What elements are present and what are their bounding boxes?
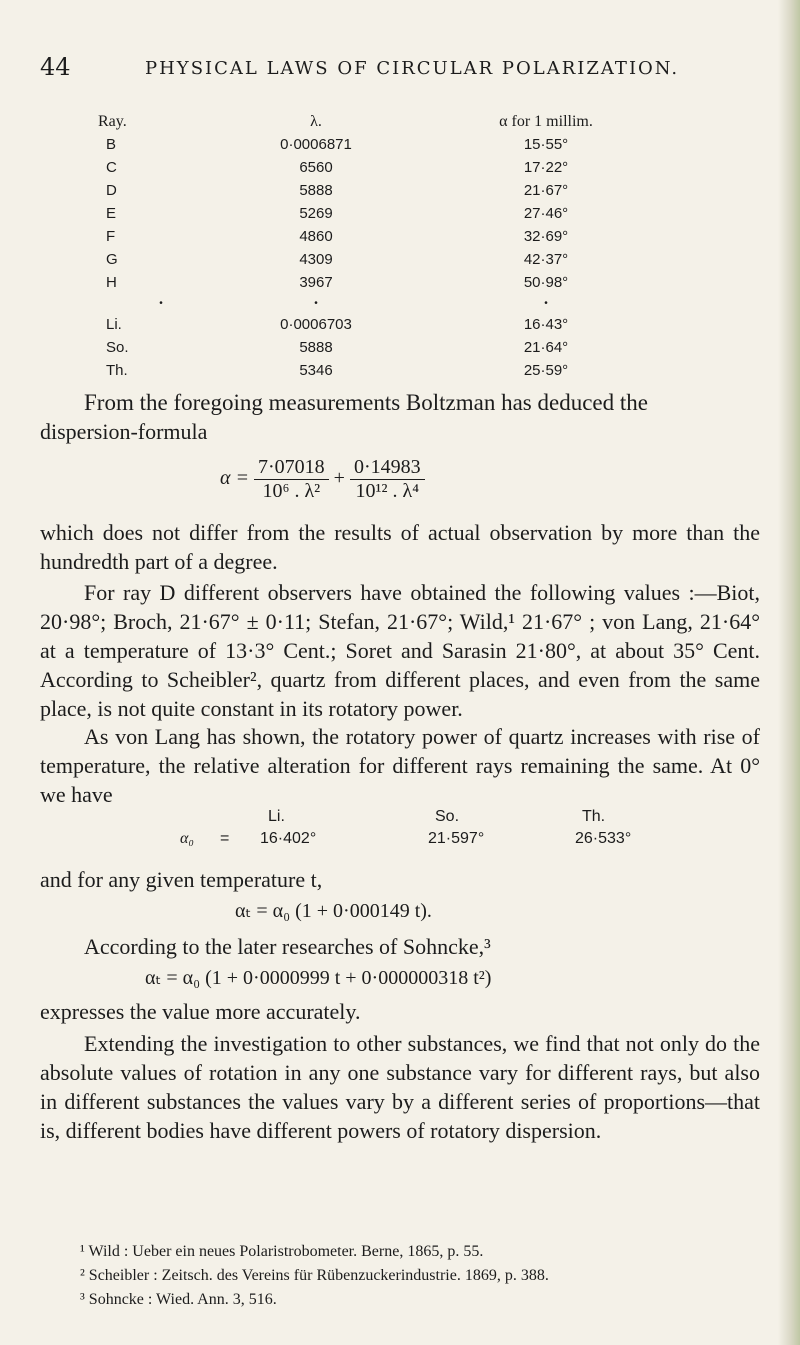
ray-cell: C bbox=[106, 159, 117, 176]
paragraph-7 bbox=[40, 997, 760, 1026]
running-title: PHYSICAL LAWS OF CIRCULAR POLARIZATION. bbox=[145, 58, 680, 79]
lambda-cell: 4860 bbox=[299, 228, 333, 245]
table-header-row bbox=[90, 110, 676, 133]
label-so: So. bbox=[435, 808, 460, 825]
footnote-1: ¹ Wild : Ueber ein neues Polaristrobometer. Berne, 1865, p. 55. bbox=[80, 1243, 484, 1260]
dot: • bbox=[159, 298, 163, 309]
alpha-zero-label: α₀ bbox=[180, 830, 194, 847]
value-so: 21·597° bbox=[428, 830, 485, 847]
dot: • bbox=[544, 298, 548, 309]
para7-text: expresses the value more accurately. bbox=[40, 999, 361, 1024]
paragraph-8 bbox=[40, 1029, 760, 1145]
ray-cell: E bbox=[106, 205, 117, 222]
table-row bbox=[90, 133, 676, 156]
label-li: Li. bbox=[268, 808, 285, 825]
alpha-cell: 32·69° bbox=[523, 228, 569, 245]
table-row bbox=[90, 313, 676, 336]
ray-cell: Th. bbox=[106, 362, 128, 379]
table-row bbox=[90, 202, 676, 225]
para1-line2: dispersion-formula bbox=[40, 419, 208, 444]
zero-degree-values bbox=[180, 808, 780, 852]
lambda-cell: 0·0006871 bbox=[280, 136, 352, 153]
fraction-2 bbox=[350, 456, 425, 503]
page-edge bbox=[778, 0, 800, 1345]
lambda-cell: 5269 bbox=[299, 205, 333, 222]
ray-cell: F bbox=[106, 228, 116, 245]
table-row bbox=[90, 179, 676, 202]
dot: • bbox=[314, 298, 318, 309]
paragraph-1 bbox=[40, 388, 760, 446]
equals-sign: = bbox=[220, 830, 230, 847]
value-li: 16·402° bbox=[260, 830, 317, 847]
paragraph-6 bbox=[40, 932, 760, 961]
para4-text: As von Lang has shown, the rotatory power of quartz increases with rise of temperature, the relative alteration for different rays remaining the same. At 0° we have bbox=[40, 724, 760, 807]
col-ray-header: Ray. bbox=[98, 112, 127, 130]
formula-lhs: α = bbox=[220, 467, 249, 490]
lambda-cell: 5346 bbox=[299, 362, 333, 379]
fraction-2-numerator: 0·14983 bbox=[350, 456, 425, 480]
fraction-1-denominator: 10⁶ . λ² bbox=[262, 480, 321, 502]
alpha-cell: 27·46° bbox=[523, 205, 569, 222]
footnote-3: ³ Sohncke : Wied. Ann. 3, 516. bbox=[80, 1291, 277, 1308]
paragraph-3 bbox=[40, 578, 760, 723]
table-row bbox=[90, 156, 676, 179]
dispersion-formula bbox=[220, 456, 425, 503]
alpha-cell: 42·37° bbox=[523, 251, 569, 268]
alpha-cell: 17·22° bbox=[523, 159, 569, 176]
page-header bbox=[40, 53, 760, 83]
table-row bbox=[90, 225, 676, 248]
para1-line1: From the foregoing measurements Boltzman has deduced the bbox=[84, 390, 648, 415]
table-row bbox=[90, 271, 676, 294]
label-th: Th. bbox=[582, 808, 606, 825]
value-th: 26·533° bbox=[575, 830, 632, 847]
ray-cell: B bbox=[106, 136, 117, 153]
fraction-2-denominator: 10¹² . λ⁴ bbox=[355, 480, 420, 502]
fraction-1-numerator: 7·07018 bbox=[254, 456, 329, 480]
lambda-cell: 6560 bbox=[299, 159, 333, 176]
fraction-1 bbox=[254, 456, 329, 503]
lambda-cell: 3967 bbox=[299, 274, 333, 291]
paragraph-2 bbox=[40, 518, 760, 576]
para6-text: According to the later researches of Sohncke,³ bbox=[84, 934, 491, 959]
ray-cell: Li. bbox=[106, 316, 122, 333]
plus-sign: + bbox=[333, 467, 345, 490]
temperature-formula-2: αₜ = α₀ (1 + 0·0000999 t + 0·000000318 t²) bbox=[145, 967, 492, 989]
alpha-cell: 21·64° bbox=[523, 339, 569, 356]
alpha-cell: 21·67° bbox=[523, 182, 569, 199]
col-alpha-header: α for 1 millim. bbox=[499, 112, 593, 130]
alpha-cell: 25·59° bbox=[523, 362, 569, 379]
para8-text: Extending the investigation to other substances, we find that not only do the absolute values of rotation in any one substance vary for different rays, but also in different substances the values vary by a different series of proportions—that is, different bodies have different powers of rotatory dispersion. bbox=[40, 1031, 760, 1143]
paragraph-4 bbox=[40, 722, 760, 809]
ray-cell: So. bbox=[106, 339, 129, 356]
temperature-formula-1: αₜ = α₀ (1 + 0·000149 t). bbox=[235, 900, 432, 922]
col-lambda-header: λ. bbox=[310, 112, 322, 130]
footnotes bbox=[80, 1240, 780, 1312]
alpha-cell: 15·55° bbox=[523, 136, 569, 153]
lambda-cell: 5888 bbox=[299, 339, 333, 356]
footnote-2: ² Scheibler : Zeitsch. des Vereins für Rübenzuckerindustrie. 1869, p. 388. bbox=[80, 1267, 549, 1284]
lambda-cell: 5888 bbox=[299, 182, 333, 199]
alpha-cell: 16·43° bbox=[523, 316, 569, 333]
page-number: 44 bbox=[40, 53, 71, 81]
table-row bbox=[90, 336, 676, 359]
paragraph-5 bbox=[40, 865, 760, 894]
ray-cell: G bbox=[106, 251, 118, 268]
rotation-table bbox=[90, 110, 676, 382]
table-row bbox=[90, 359, 676, 382]
ray-cell: D bbox=[106, 182, 117, 199]
lambda-cell: 4309 bbox=[299, 251, 333, 268]
alpha-cell: 50·98° bbox=[523, 274, 569, 291]
table-row bbox=[90, 248, 676, 271]
ray-cell: H bbox=[106, 274, 117, 291]
separator-dots-row bbox=[90, 294, 676, 313]
para2-text: which does not differ from the results of actual observation by more than the hundredth part of a degree. bbox=[40, 520, 760, 574]
lambda-cell: 0·0006703 bbox=[280, 316, 352, 333]
para3-text: For ray D different observers have obtained the following values :—Biot, 20·98°; Broch, 21·67° ± 0·11; Stefan, 21·67°; Wild,¹ 21·67° ; von Lang, 21·64° at a temperature of 13·3° Cent.; Soret and Sarasin 21·80°, at about 35° Cent. According to Scheibler², quartz from different places, and even from the same place, is not quite constant in its rotatory power. bbox=[40, 580, 760, 721]
para5-text: and for any given temperature t, bbox=[40, 867, 323, 892]
